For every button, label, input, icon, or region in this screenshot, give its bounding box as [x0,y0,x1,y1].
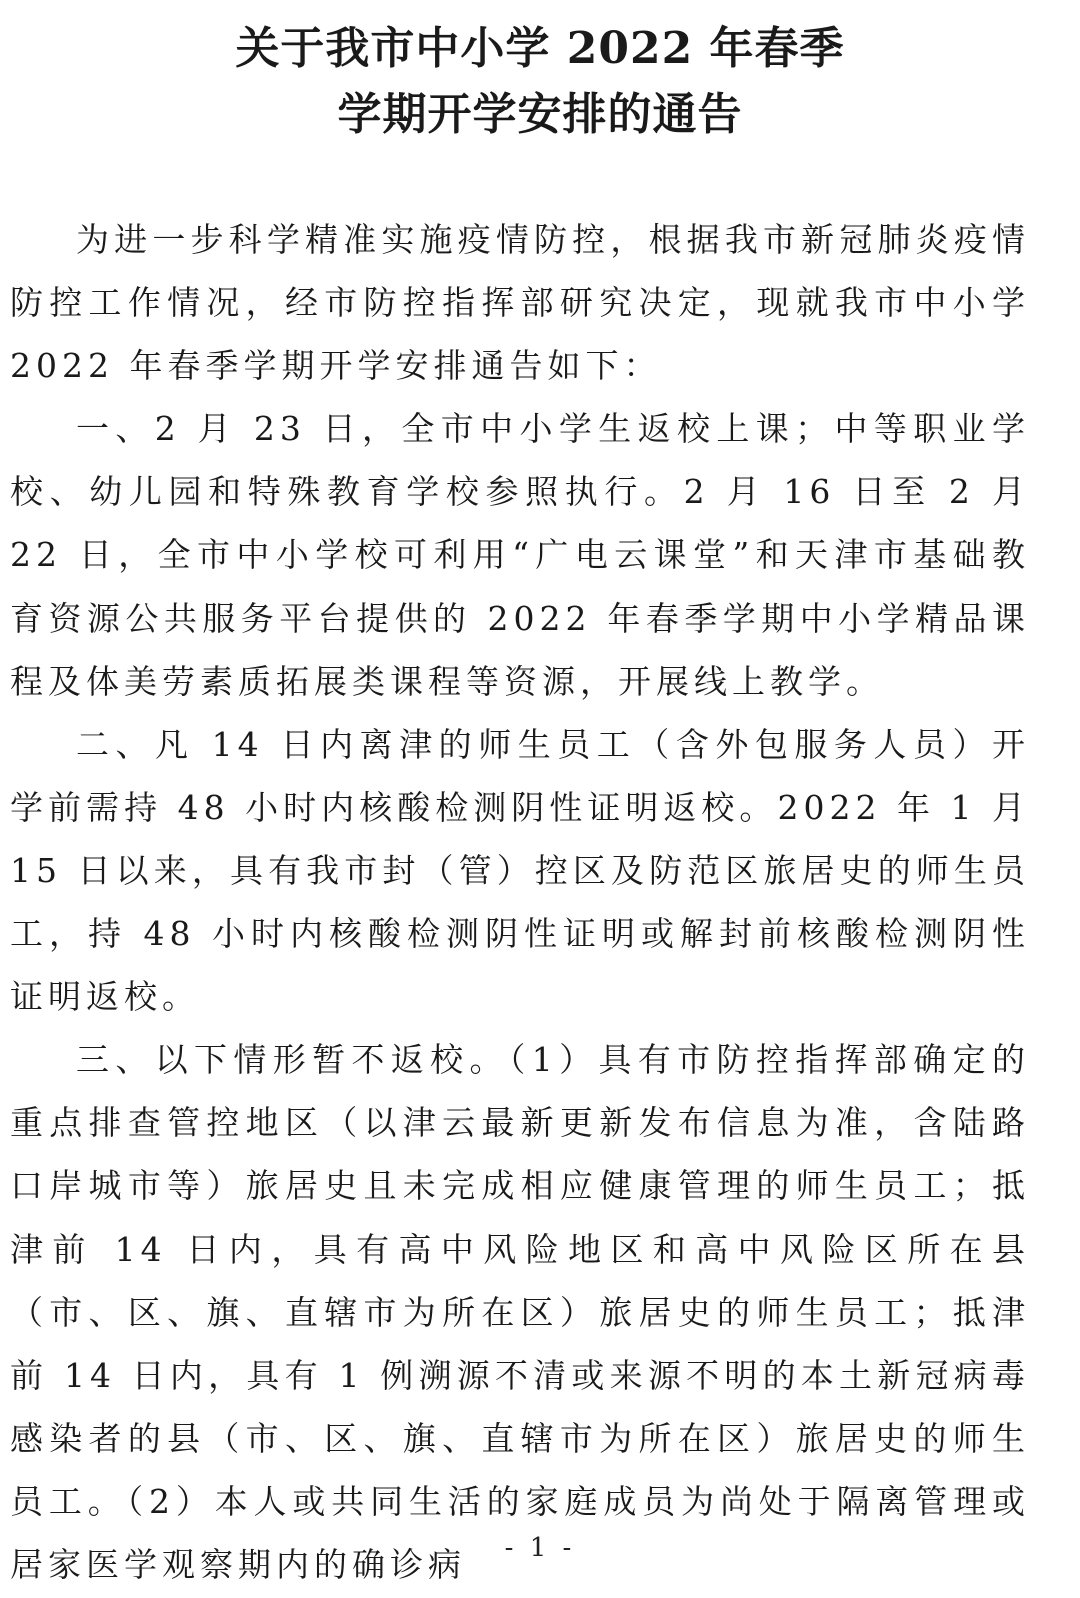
document-body [10,208,1030,1596]
paragraph-item-1: 一、2 月 23 日，全市中小学生返校上课；中等职业学校、幼儿园和特殊教育学校参照执行。2 月 16 日至 2 月 22 日，全市中小学校可利用“广电云课堂”和天津市基础教育资源公共服务平台提供的 2022 年春季学期中小学精品课程及体美劳素质拓展类课程等资源，开展线上教学。 [10,409,1030,701]
document-title-line-1: 关于我市中小学 2022 年春季 [235,23,845,74]
paragraph-item-2: 二、凡 14 日内离津的师生员工（含外包服务人员）开学前需持 48 小时内核酸检测阴性证明返校。2022 年 1 月 15 日以来，具有我市封（管）控区及防范区旅居史的师生员工，持 48 小时内核酸检测阴性证明或解封前核酸检测阴性证明返校。 [10,724,1030,1017]
page-number: - 1 - [504,1533,576,1563]
paragraph-item-3: 三、以下情形暂不返校。（1）具有市防控指挥部确定的重点排查管控地区（以津云最新更新发布信息为准，含陆路口岸城市等）旅居史且未完成相应健康管理的师生员工；抵津前 14 日内，具有高中风险地区和高中风险区所在县（市、区、旗、直辖市为所在区）旅居史的师生员工；抵津前 14 日内，具有 1 例溯源不清或来源不明的本土新冠病毒感染者的县（市、区、旗、直辖市为所在区）旅居史的师生员工。（2）本人或共同生活的家庭成员为尚处于隔离管理或居家医学观察期内的确诊病 [10,1040,1030,1584]
paragraph-intro: 为进一步科学精准实施疫情防控，根据我市新冠肺炎疫情防控工作情况，经市防控指挥部研究决定，现就我市中小学 2022 年春季学期开学安排通告如下： [10,220,1030,386]
document-title-line-2: 学期开学安排的通告 [337,89,743,140]
